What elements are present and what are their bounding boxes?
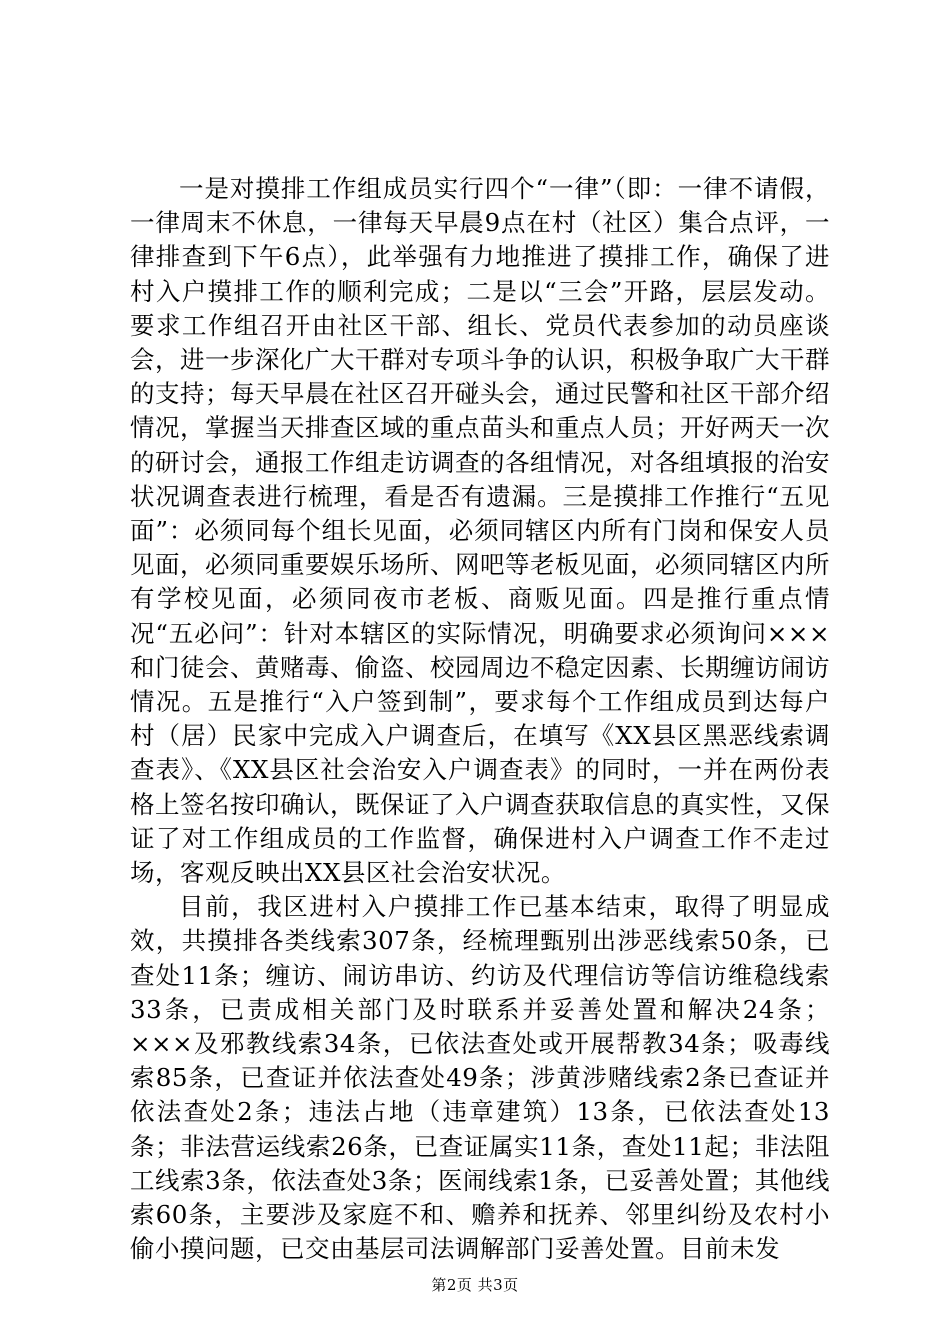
document-body	[130, 172, 830, 1267]
paragraph-measures: 一是对摸排工作组成员实行四个“一律”（即：一律不请假，一律周末不休息，一律每天早晨9点在村（社区）集合点评，一律排查到下午6点），此举强有力地推进了摸排工作，确保了进村入户摸排工作的顺利完成；二是以“三会”开路，层层发动。要求工作组召开由社区干部、组长、党员代表参加的动员座谈会，进一步深化广大干群对专项斗争的认识，积极争取广大干群的支持；每天早晨在社区召开碰头会，通过民警和社区干部介绍情况，掌握当天排查区域的重点苗头和重点人员；开好两天一次的研讨会，通报工作组走访调查的各组情况，对各组填报的治安状况调查表进行梳理，看是否有遗漏。三是摸排工作推行“五见面”：必须同每个组长见面，必须同辖区内所有门岗和保安人员见面，必须同重要娱乐场所、网吧等老板见面，必须同辖区内所有学校见面，必须同夜市老板、商贩见面。四是推行重点情况“五必问”：针对本辖区的实际情况，明确要求必须询问×××和门徒会、黄赌毒、偷盗、校园周边不稳定因素、长期缠访闹访情况。五是推行“入户签到制”，要求每个工作组成员到达每户村（居）民家中完成入户调查后，在填写《XX县区黑恶线索调查表》、《XX县区社会治安入户调查表》的同时，一并在两份表格上签名按印确认，既保证了入户调查获取信息的真实性，又保证了对工作组成员的工作监督，确保进村入户调查工作不走过场，客观反映出XX县区社会治安状况。	[130, 174, 830, 888]
paragraph-results: 目前，我区进村入户摸排工作已基本结束，取得了明显成效，共摸排各类线索307条，经梳理甄别出涉恶线索50条，已查处11条；缠访、闹访串访、约访及代理信访等信访维稳线索33条，已责成相关部门及时联系并妥善处置和解决24条；×××及邪教线索34条，已依法查处或开展帮教34条；吸毒线索85条，已查证并依法查处49条；涉黄涉赌线索2条已查证并依法查处2条；违法占地（违章建筑）13条，已依法查处13条；非法营运线索26条，已查证属实11条，查处11起；非法阻工线索3条，依法查处3条；医闹线索1条，已妥善处置；其他线索60条，主要涉及家庭不和、赡养和抚养、邻里纠纷及农村小偷小摸问题，已交由基层司法调解部门妥善处置。目前未发	[130, 892, 830, 1264]
page-footer: 第2页 共3页	[431, 1276, 519, 1294]
